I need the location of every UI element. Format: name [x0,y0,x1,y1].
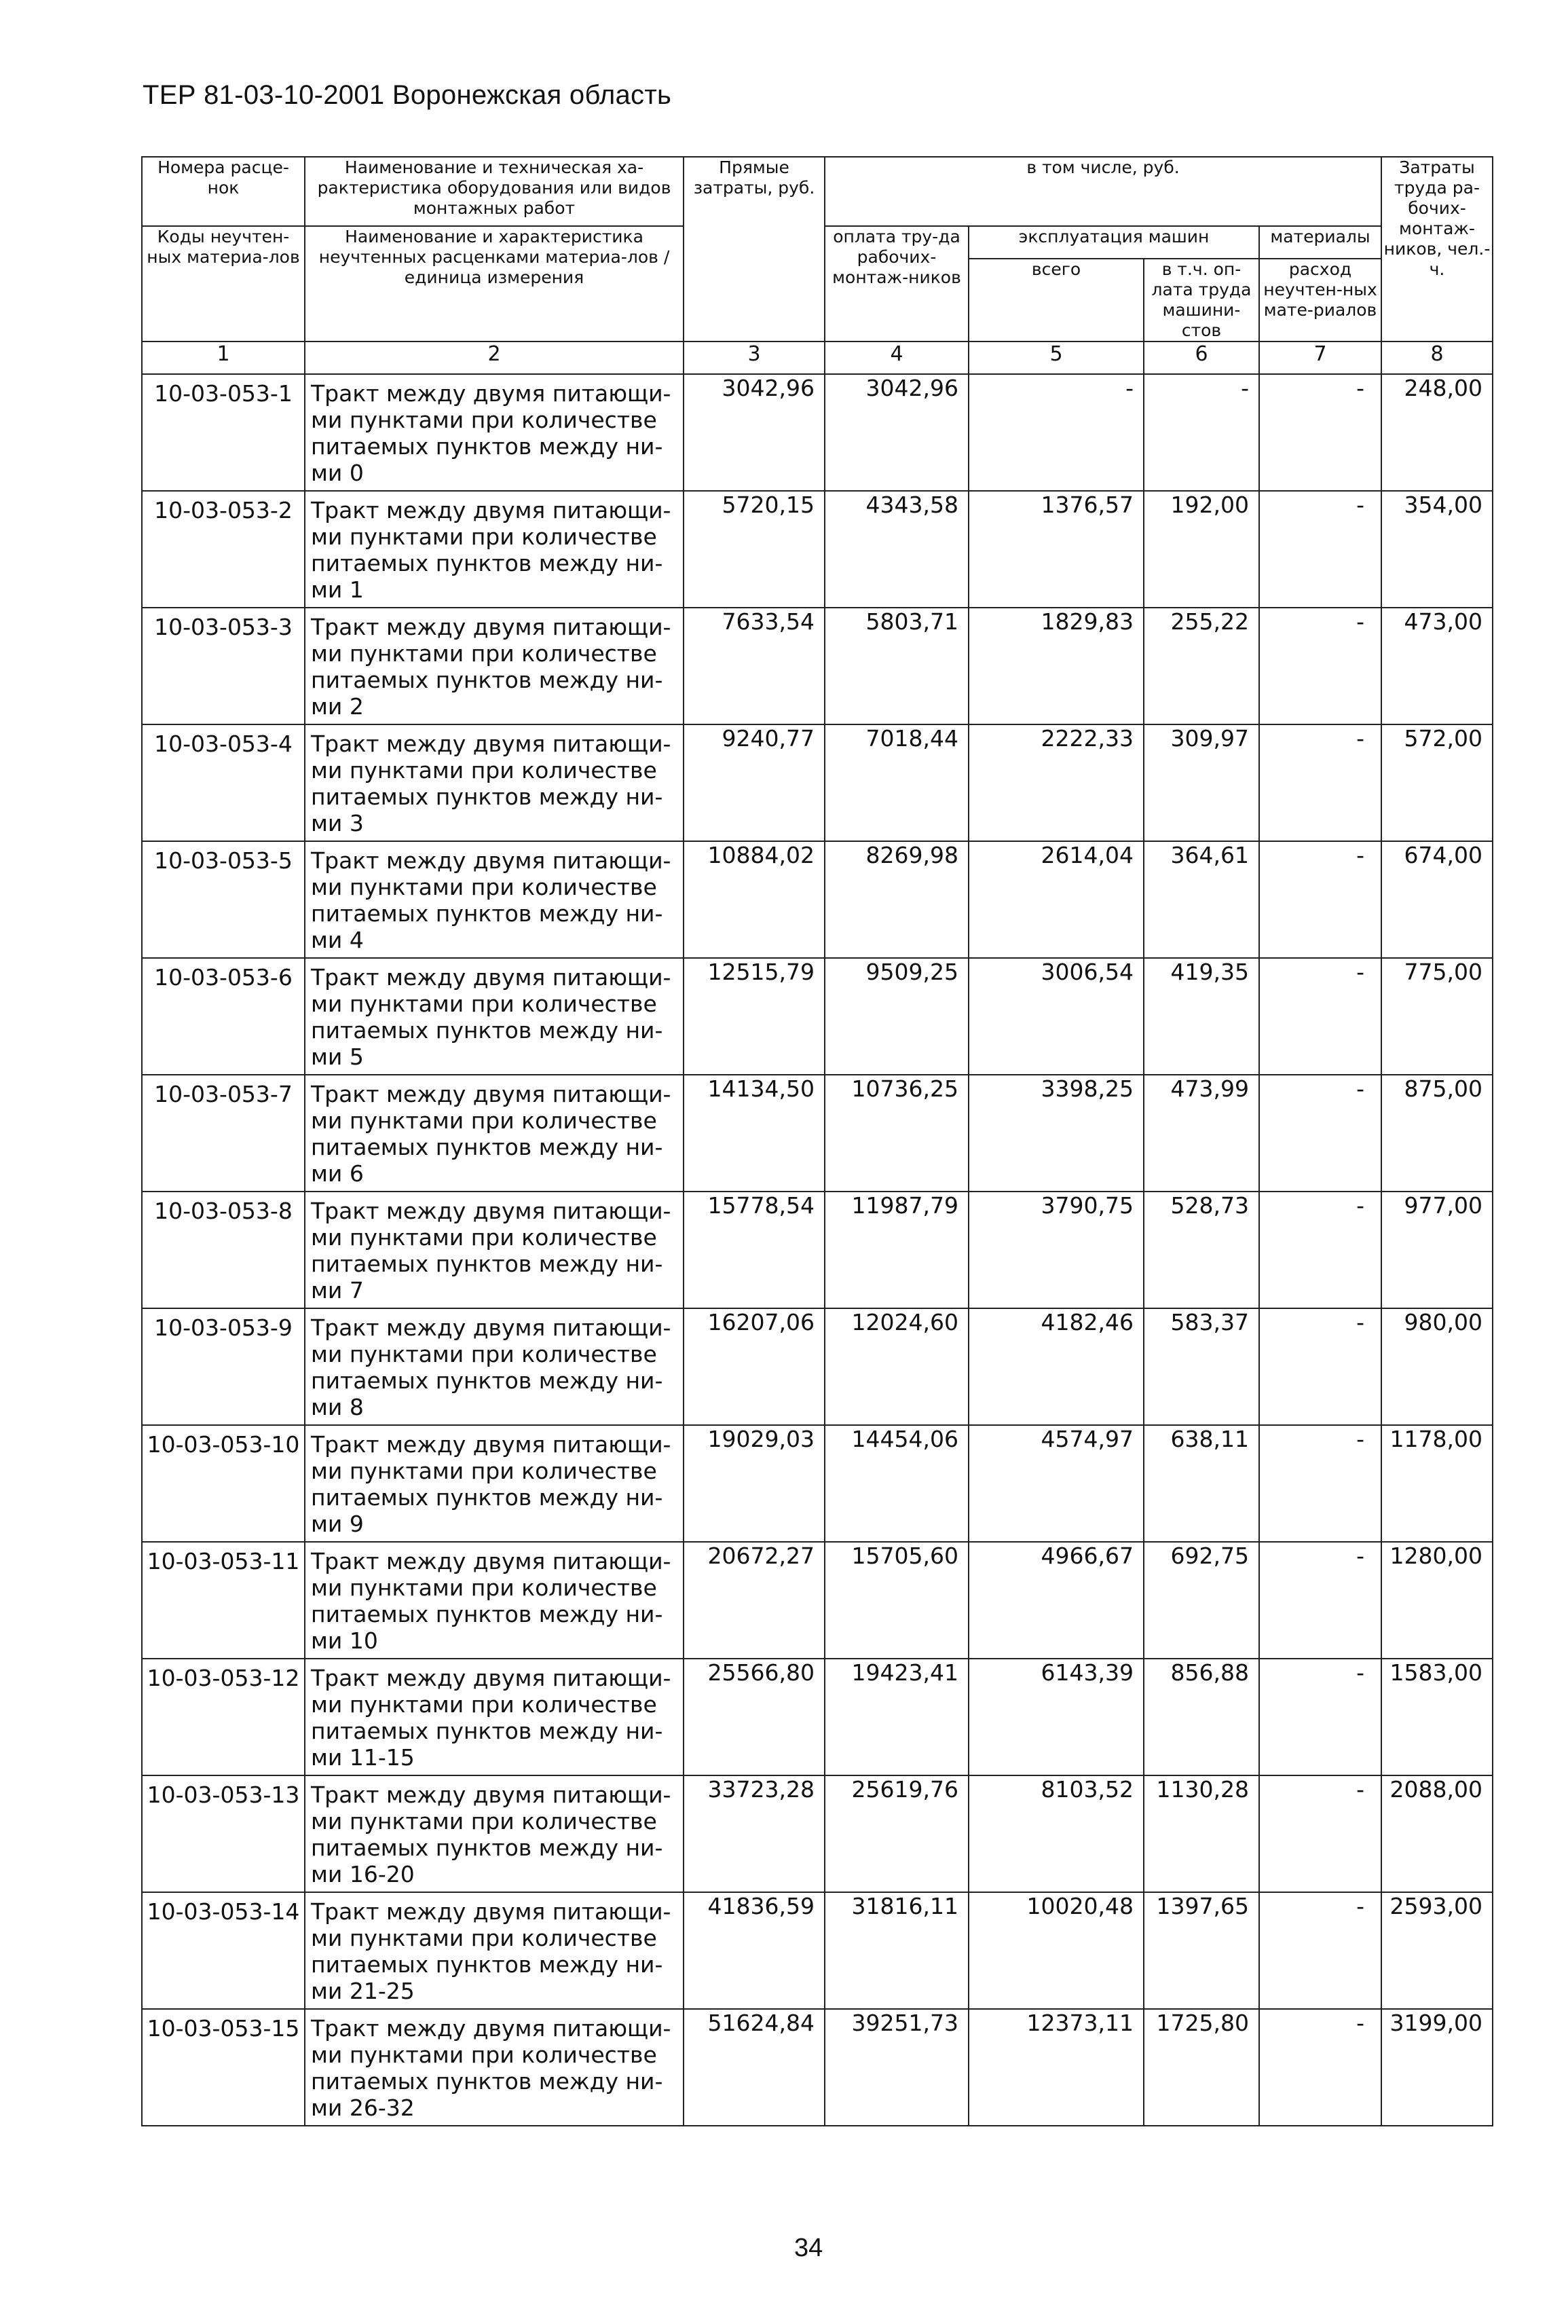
work-name-cell: Тракт между двумя питающи-ми пунктами при количестве питаемых пунктов между ни-ми 6 [305,1075,684,1192]
labor-hours-cell: 674,00 [1381,841,1493,958]
direct-costs-cell: 15778,54 [684,1192,825,1308]
rate-code-cell: 10-03-053-13 [142,1775,305,1892]
materials-usage-cell: - [1259,1075,1381,1192]
labor-hours-cell: 473,00 [1381,608,1493,724]
labor-hours-cell: 248,00 [1381,374,1493,491]
work-name-cell: Тракт между двумя питающи-ми пунктами при количестве питаемых пунктов между ни-ми 8 [305,1308,684,1425]
table-row [142,1308,1493,1425]
direct-costs-cell: 41836,59 [684,1892,825,2009]
machinists-wages-cell: 1725,80 [1144,2009,1259,2126]
machines-total-cell: 2614,04 [969,841,1144,958]
machinists-wages-cell: 1130,28 [1144,1775,1259,1892]
header-work-name: Наименование и техническая ха-рактеристика оборудования или видов монтажных работ [305,157,684,226]
rate-code-cell: 10-03-053-5 [142,841,305,958]
machinists-wages-cell: 1397,65 [1144,1892,1259,2009]
machinists-wages-cell: 473,99 [1144,1075,1259,1192]
materials-usage-cell: - [1259,1192,1381,1308]
worker-wages-cell: 5803,71 [825,608,969,724]
rate-code-cell: 10-03-053-2 [142,491,305,608]
worker-wages-cell: 7018,44 [825,724,969,841]
machinists-wages-cell: 255,22 [1144,608,1259,724]
machines-total-cell: 10020,48 [969,1892,1144,2009]
worker-wages-cell: 12024,60 [825,1308,969,1425]
machines-total-cell: 12373,11 [969,2009,1144,2126]
direct-costs-cell: 12515,79 [684,958,825,1075]
materials-usage-cell: - [1259,1425,1381,1542]
worker-wages-cell: 31816,11 [825,1892,969,2009]
materials-usage-cell: - [1259,1542,1381,1659]
table-row [142,374,1493,491]
direct-costs-cell: 16207,06 [684,1308,825,1425]
header-material-name: Наименование и характеристика неучтенных расценками материа-лов / единица измерения [305,226,684,342]
materials-usage-cell: - [1259,1892,1381,2009]
rate-code-cell: 10-03-053-6 [142,958,305,1075]
direct-costs-cell: 5720,15 [684,491,825,608]
machines-total-cell: - [969,374,1144,491]
machinists-wages-cell: 692,75 [1144,1542,1259,1659]
table-row [142,608,1493,724]
materials-usage-cell: - [1259,374,1381,491]
work-name-cell: Тракт между двумя питающи-ми пунктами при количестве питаемых пунктов между ни-ми 0 [305,374,684,491]
header-worker-wages: оплата тру-да рабочих-монтаж-ников [825,226,969,342]
materials-usage-cell: - [1259,1308,1381,1425]
table-row [142,2009,1493,2126]
header-material-codes: Коды неучтен-ных материа-лов [142,226,305,342]
header-direct-costs: Прямые затраты, руб. [684,157,825,342]
labor-hours-cell: 2088,00 [1381,1775,1493,1892]
worker-wages-cell: 15705,60 [825,1542,969,1659]
column-number: 1 [142,342,305,374]
header-group-in-total: в том числе, руб. [825,157,1381,226]
table-row [142,1075,1493,1192]
table-body [142,374,1493,2126]
header-materials-usage: расход неучтен-ных мате-риалов [1259,259,1381,342]
header-machinists-wages: в т.ч. оп-лата труда машини-стов [1144,259,1259,342]
rate-code-cell: 10-03-053-3 [142,608,305,724]
direct-costs-cell: 7633,54 [684,608,825,724]
work-name-cell: Тракт между двумя питающи-ми пунктами при количестве питаемых пунктов между ни-ми 3 [305,724,684,841]
labor-hours-cell: 1583,00 [1381,1659,1493,1775]
work-name-cell: Тракт между двумя питающи-ми пунктами при количестве питаемых пунктов между ни-ми 4 [305,841,684,958]
labor-hours-cell: 875,00 [1381,1075,1493,1192]
column-numbers-row [142,342,1493,374]
rates-table [141,156,1493,2126]
rate-code-cell: 10-03-053-7 [142,1075,305,1192]
machinists-wages-cell: 419,35 [1144,958,1259,1075]
worker-wages-cell: 10736,25 [825,1075,969,1192]
materials-usage-cell: - [1259,608,1381,724]
machines-total-cell: 8103,52 [969,1775,1144,1892]
materials-usage-cell: - [1259,2009,1381,2126]
machines-total-cell: 6143,39 [969,1659,1144,1775]
table-row [142,1892,1493,2009]
direct-costs-cell: 10884,02 [684,841,825,958]
rate-code-cell: 10-03-053-4 [142,724,305,841]
rate-code-cell: 10-03-053-14 [142,1892,305,2009]
machinists-wages-cell: 364,61 [1144,841,1259,958]
rate-code-cell: 10-03-053-15 [142,2009,305,2126]
rate-code-cell: 10-03-053-8 [142,1192,305,1308]
machines-total-cell: 1376,57 [969,491,1144,608]
page-title: ТЕР 81-03-10-2001 Воронежская область [143,80,672,110]
column-number: 8 [1381,342,1493,374]
header-rate-numbers: Номера расце-нок [142,157,305,226]
materials-usage-cell: - [1259,724,1381,841]
work-name-cell: Тракт между двумя питающи-ми пунктами при количестве питаемых пунктов между ни-ми 26-32 [305,2009,684,2126]
labor-hours-cell: 775,00 [1381,958,1493,1075]
materials-usage-cell: - [1259,1775,1381,1892]
labor-hours-cell: 354,00 [1381,491,1493,608]
table-row [142,724,1493,841]
rate-code-cell: 10-03-053-1 [142,374,305,491]
direct-costs-cell: 51624,84 [684,2009,825,2126]
worker-wages-cell: 39251,73 [825,2009,969,2126]
header-machines-total: всего [969,259,1144,342]
machinists-wages-cell: 192,00 [1144,491,1259,608]
rate-code-cell: 10-03-053-9 [142,1308,305,1425]
labor-hours-cell: 572,00 [1381,724,1493,841]
table-row [142,841,1493,958]
work-name-cell: Тракт между двумя питающи-ми пунктами при количестве питаемых пунктов между ни-ми 7 [305,1192,684,1308]
header-group-materials: материалы [1259,226,1381,259]
machinists-wages-cell: 856,88 [1144,1659,1259,1775]
direct-costs-cell: 14134,50 [684,1075,825,1192]
materials-usage-cell: - [1259,841,1381,958]
machines-total-cell: 3790,75 [969,1192,1144,1308]
labor-hours-cell: 977,00 [1381,1192,1493,1308]
table-row [142,491,1493,608]
work-name-cell: Тракт между двумя питающи-ми пунктами при количестве питаемых пунктов между ни-ми 1 [305,491,684,608]
column-number: 3 [684,342,825,374]
machines-total-cell: 3006,54 [969,958,1144,1075]
materials-usage-cell: - [1259,491,1381,608]
rate-code-cell: 10-03-053-10 [142,1425,305,1542]
labor-hours-cell: 1178,00 [1381,1425,1493,1542]
direct-costs-cell: 33723,28 [684,1775,825,1892]
work-name-cell: Тракт между двумя питающи-ми пунктами при количестве питаемых пунктов между ни-ми 10 [305,1542,684,1659]
labor-hours-cell: 2593,00 [1381,1892,1493,2009]
worker-wages-cell: 8269,98 [825,841,969,958]
labor-hours-cell: 1280,00 [1381,1542,1493,1659]
machines-total-cell: 2222,33 [969,724,1144,841]
direct-costs-cell: 20672,27 [684,1542,825,1659]
column-number: 2 [305,342,684,374]
materials-usage-cell: - [1259,958,1381,1075]
machinists-wages-cell: 309,97 [1144,724,1259,841]
machinists-wages-cell: 638,11 [1144,1425,1259,1542]
work-name-cell: Тракт между двумя питающи-ми пунктами при количестве питаемых пунктов между ни-ми 9 [305,1425,684,1542]
labor-hours-cell: 980,00 [1381,1308,1493,1425]
work-name-cell: Тракт между двумя питающи-ми пунктами при количестве питаемых пунктов между ни-ми 5 [305,958,684,1075]
worker-wages-cell: 14454,06 [825,1425,969,1542]
machines-total-cell: 3398,25 [969,1075,1144,1192]
worker-wages-cell: 19423,41 [825,1659,969,1775]
worker-wages-cell: 4343,58 [825,491,969,608]
table-row [142,1192,1493,1308]
worker-wages-cell: 25619,76 [825,1775,969,1892]
worker-wages-cell: 3042,96 [825,374,969,491]
page-number: 34 [794,2234,823,2262]
direct-costs-cell: 25566,80 [684,1659,825,1775]
table-row [142,1659,1493,1775]
column-number: 4 [825,342,969,374]
rate-code-cell: 10-03-053-12 [142,1659,305,1775]
work-name-cell: Тракт между двумя питающи-ми пунктами при количестве питаемых пунктов между ни-ми 11-15 [305,1659,684,1775]
machines-total-cell: 1829,83 [969,608,1144,724]
header-labor-hours: Затраты труда ра-бочих-монтаж-ников, чел.-ч. [1381,157,1493,342]
column-number: 5 [969,342,1144,374]
table-row [142,1542,1493,1659]
direct-costs-cell: 9240,77 [684,724,825,841]
machinists-wages-cell: 528,73 [1144,1192,1259,1308]
table-row [142,1775,1493,1892]
work-name-cell: Тракт между двумя питающи-ми пунктами при количестве питаемых пунктов между ни-ми 21-25 [305,1892,684,2009]
machinists-wages-cell: - [1144,374,1259,491]
column-number: 6 [1144,342,1259,374]
header-group-machines: эксплуатация машин [969,226,1259,259]
work-name-cell: Тракт между двумя питающи-ми пунктами при количестве питаемых пунктов между ни-ми 16-20 [305,1775,684,1892]
column-number: 7 [1259,342,1381,374]
materials-usage-cell: - [1259,1659,1381,1775]
direct-costs-cell: 3042,96 [684,374,825,491]
table-row [142,958,1493,1075]
table-row [142,1425,1493,1542]
machines-total-cell: 4574,97 [969,1425,1144,1542]
worker-wages-cell: 11987,79 [825,1192,969,1308]
labor-hours-cell: 3199,00 [1381,2009,1493,2126]
direct-costs-cell: 19029,03 [684,1425,825,1542]
work-name-cell: Тракт между двумя питающи-ми пунктами при количестве питаемых пунктов между ни-ми 2 [305,608,684,724]
machinists-wages-cell: 583,37 [1144,1308,1259,1425]
machines-total-cell: 4182,46 [969,1308,1144,1425]
worker-wages-cell: 9509,25 [825,958,969,1075]
rate-code-cell: 10-03-053-11 [142,1542,305,1659]
machines-total-cell: 4966,67 [969,1542,1144,1659]
